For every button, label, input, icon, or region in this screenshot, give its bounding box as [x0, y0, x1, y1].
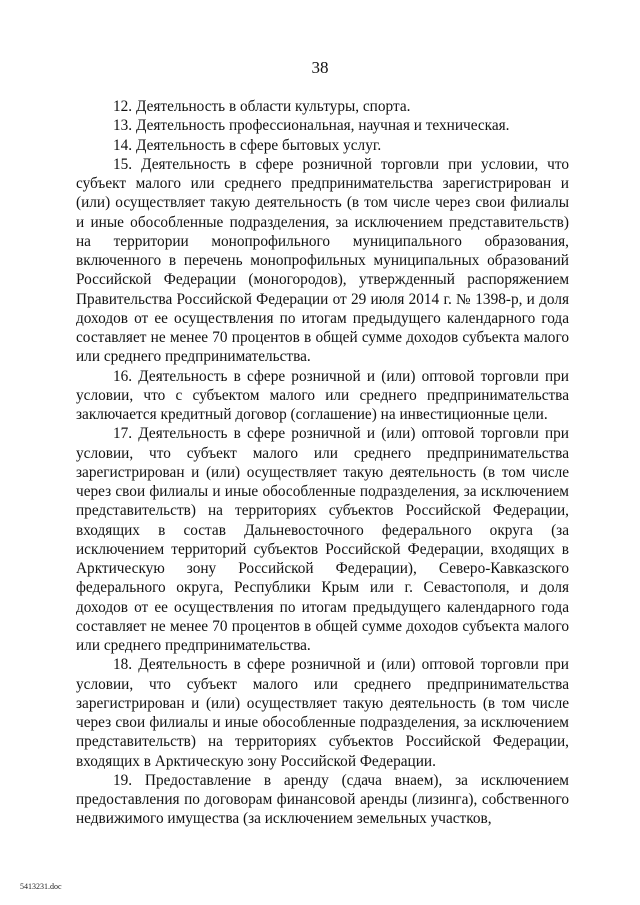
paragraph-item-12: 12. Деятельность в области культуры, спорта. — [113, 98, 411, 115]
page-number: 38 — [311, 58, 329, 77]
document-body — [76, 97, 569, 829]
paragraph-item-19: 19. Предоставление в аренду (сдача внаем), за исключением предоставления по договорам финансовой аренды (лизинга), собственного недвижимого имущества (за исключением земельных участков, — [76, 771, 569, 828]
paragraph-item-17: 17. Деятельность в сфере розничной и (или) оптовой торговли при условии, что субъект малого или среднего предпринимательства зарегистрирован и (или) осуществляет такую деятельность (в том числе через свои филиалы и иные обособленные подразделения, за исключением представительств) на территориях субъектов Российской Федерации, входящих в состав Дальневосточного федерального округа (за исключением территорий субъектов Российской Федерации, входящих в Арктическую зону Российской Федерации), Северо-Кавказского федерального округа, Республики Крым или г. Севастополя, и доля доходов от ее осуществления по итогам предыдущего календарного года составляет не менее 70 процентов в общей сумме доходов субъекта малого или среднего предпринимательства. — [76, 425, 569, 654]
paragraph-item-13: 13. Деятельность профессиональная, научная и техническая. — [113, 117, 510, 135]
paragraph-item-18: 18. Деятельность в сфере розничной и (или) оптовой торговли при условии, что субъект малого или среднего предпринимательства зарегистрирован и (или) осуществляет такую деятельность (в том числе через свои филиалы и иные обособленные подразделения, за исключением представительств) на территориях субъектов Российской Федерации, входящих в Арктическую зону Российской Федерации. — [76, 656, 569, 770]
paragraph-item-14: 14. Деятельность в сфере бытовых услуг. — [113, 136, 382, 154]
footer-filename: 5413231.doc — [20, 882, 62, 891]
paragraph-item-15: 15. Деятельность в сфере розничной торговли при условии, что субъект малого или среднего предпринимательства зарегистрирован и (или) осуществляет такую деятельность (в том числе через свои филиалы и иные обособленные подразделения, за исключением представительств) на территории монопрофильного муниципального образования, включенного в перечень монопрофильных муниципальных образований Российской Федерации (моногородов), утвержденный распоряжением Правительства Российской Федерации от 29 июля 2014 г. № 1398-р, и доля доходов от ее осуществления по итогам предыдущего календарного года составляет не менее 70 процентов в общей сумме доходов субъекта малого или среднего предпринимательства. — [76, 155, 569, 366]
paragraph-item-16: 16. Деятельность в сфере розничной и (или) оптовой торговли при условии, что с субъектом малого или среднего предпринимательства заключается кредитный договор (соглашение) на инвестиционные цели. — [76, 367, 569, 423]
